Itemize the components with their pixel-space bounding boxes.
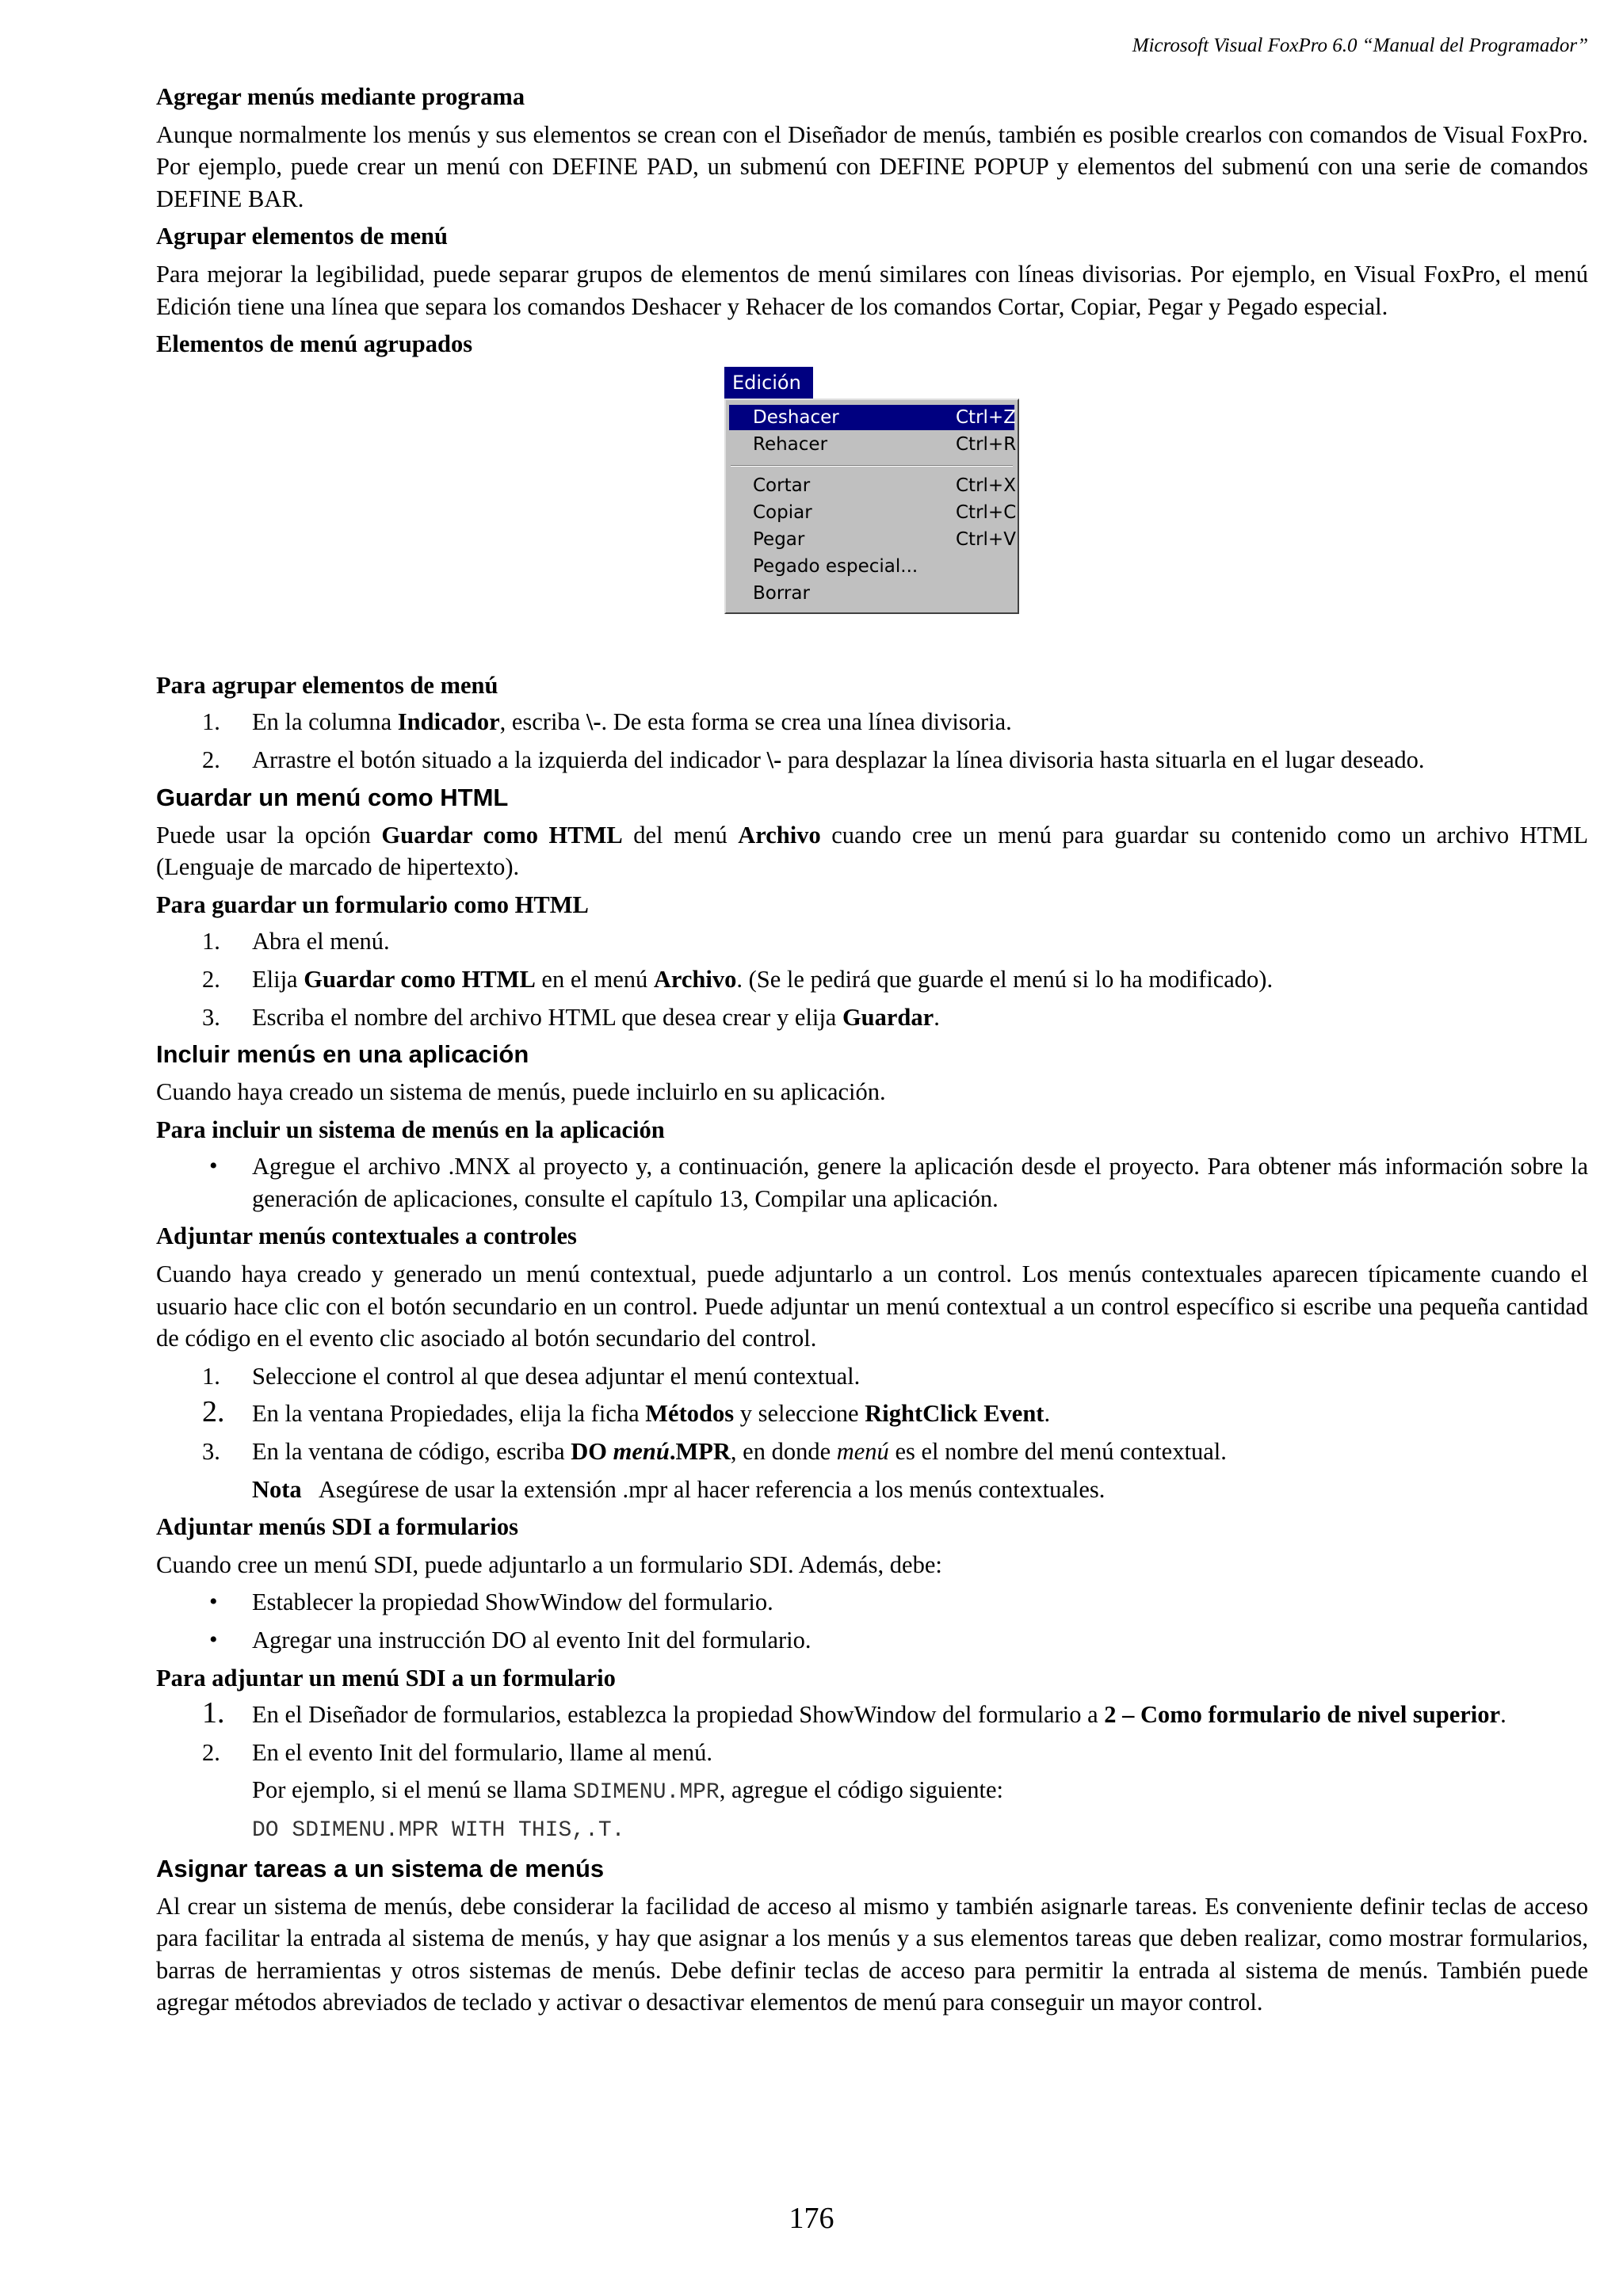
list-item: 2. Elija Guardar como HTML en el menú Archivo. (Se le pedirá que guarde el menú si lo ha modificado). [202, 965, 1274, 993]
menu-item-deshacer[interactable]: Deshacer Ctrl+Z [729, 405, 1014, 430]
list-item: 1. Seleccione el control al que desea adjuntar el menú contextual. [202, 1362, 861, 1390]
bullet-icon: • [209, 1589, 218, 1615]
heading-para-incluir: Para incluir un sistema de menús en la aplicación [156, 1116, 665, 1143]
page-body [156, 32, 1588, 2024]
heading-para-guardar: Para guardar un formulario como HTML [156, 891, 589, 918]
heading-elementos-agrupados: Elementos de menú agrupados [156, 330, 473, 358]
heading-adjuntar-contextuales: Adjuntar menús contextuales a controles [156, 1222, 577, 1250]
list-item: • Agregue el archivo .MNX al proyecto y, a continuación, genere la aplicación desde el proyecto. Para obtener más información sobre la generación de aplicaciones, consulte el capítulo 13, Compilar una aplicación. [156, 1150, 1588, 1215]
list-item: 3. En la ventana de código, escriba DO menú.MPR, en donde menú es el nombre del menú contextual. [202, 1438, 1227, 1466]
paragraph: Cuando haya creado y generado un menú contextual, puede adjuntarlo a un control. Los menús contextuales aparecen típicamente cuando el usuario hace clic con el botón secundario en un control. Puede adjuntar un menú contextual a un control específico si escribe una pequeña cantidad de código en el evento clic asociado al botón secundario del control. [156, 1261, 1588, 1352]
menu-item-pegar[interactable]: Pegar Ctrl+V [753, 528, 1016, 550]
list-item: 2. En la ventana Propiedades, elija la ficha Métodos y seleccione RightClick Event. [202, 1395, 1051, 1429]
heading-para-adjuntar-sdi: Para adjuntar un menú SDI a un formulario [156, 1664, 616, 1691]
page-number: 176 [789, 2202, 834, 2235]
list-item: 3. Escriba el nombre del archivo HTML que desea crear y elija Guardar. [202, 1003, 940, 1031]
list-item: • Agregar una instrucción DO al evento Init del formulario. [156, 1624, 1588, 1657]
heading-guardar-html: Guardar un menú como HTML [156, 783, 509, 811]
menu-title: Edición [724, 367, 813, 399]
paragraph: Para mejorar la legibilidad, puede separar grupos de elementos de menú similares con líneas divisorias. Por ejemplo, en Visual FoxPro, el menú Edición tiene una línea que separa los comandos Deshacer y Rehacer de los comandos Cortar, Copiar, Pegar y Pegado especial. [156, 260, 1588, 320]
heading-adjuntar-sdi: Adjuntar menús SDI a formularios [156, 1513, 518, 1541]
heading-asignar-tareas: Asignar tareas a un sistema de menús [156, 1854, 605, 1882]
menu-item-rehacer[interactable]: Rehacer Ctrl+R [753, 433, 1017, 455]
paragraph: Cuando cree un menú SDI, puede adjuntarlo a un formulario SDI. Además, debe: [156, 1550, 942, 1578]
heading-para-agrupar: Para agrupar elementos de menú [156, 671, 498, 699]
list-item: • Establecer la propiedad ShowWindow del formulario. [156, 1586, 1588, 1619]
list-item: 2. En el evento Init del formulario, llame al menú. [202, 1738, 713, 1766]
paragraph: Aunque normalmente los menús y sus elementos se crean con el Diseñador de menús, también es posible crearlos con comandos de Visual FoxPro. Por ejemplo, puede crear un menú con DEFINE PAD, un submenú con DEFINE POPUP y elementos del submenú con una serie de comandos DEFINE BAR. [156, 120, 1588, 212]
menu-item-borrar[interactable]: Borrar [753, 582, 810, 604]
menu-item-pegado-especial[interactable]: Pegado especial... [753, 555, 918, 577]
list-item: 1. Abra el menú. [202, 928, 390, 955]
bullet-icon: • [209, 1627, 218, 1653]
paragraph: Puede usar la opción Guardar como HTML del menú Archivo cuando cree un menú para guardar su contenido como un archivo HTML (Lenguaje de marcado de hipertexto). [156, 821, 1588, 881]
note: Nota Asegúrese de usar la extensión .mpr al hacer referencia a los menús contextuales. [252, 1475, 1106, 1503]
menu-screenshot [156, 360, 1588, 669]
menu-separator [731, 465, 1013, 467]
page-header: Microsoft Visual FoxPro 6.0 “Manual del Programador” [1132, 35, 1588, 56]
example-text: Por ejemplo, si el menú se llama SDIMENU.MPR, agregue el código siguiente: [252, 1776, 1003, 1806]
bullet-icon: • [209, 1153, 218, 1180]
list-item: 2. Arrastre el botón situado a la izquierda del indicador \- para desplazar la línea divisoria hasta situarla en el lugar deseado. [202, 746, 1425, 773]
heading-agrupar-elementos: Agrupar elementos de menú [156, 223, 448, 250]
code-sample: DO SDIMENU.MPR WITH THIS,.T. [252, 1817, 625, 1843]
heading-incluir-menus: Incluir menús en una aplicación [156, 1040, 529, 1069]
heading-agregar-menus: Agregar menús mediante programa [156, 83, 525, 110]
paragraph: Al crear un sistema de menús, debe considerar la facilidad de acceso al mismo y también asignarle tareas. Es conveniente definir teclas de acceso para facilitar la entrada al sistema de menús, y hay que asignar a los menús y a sus elementos tareas que deben realizar, como mostrar formularios, barras de herramientas y otros sistemas de menús. Debe definir teclas de acceso para permitir la entrada al sistema de menús. También puede agregar métodos abreviados de teclado y activar o desactivar elementos de menú para conseguir un mayor control. [156, 1892, 1588, 2016]
menu-item-cortar[interactable]: Cortar Ctrl+X [753, 475, 1016, 496]
list-item: 1. En la columna Indicador, escriba \-. De esta forma se crea una línea divisoria. [202, 708, 1012, 736]
paragraph: Cuando haya creado un sistema de menús, puede incluirlo en su aplicación. [156, 1078, 886, 1106]
edit-menu-dropdown [724, 399, 1019, 614]
menu-item-copiar[interactable]: Copiar Ctrl+C [753, 502, 1017, 523]
list-item: 1. En el Diseñador de formularios, establezca la propiedad ShowWindow del formulario a 2 – Como formulario de nivel superior. [202, 1696, 1507, 1730]
